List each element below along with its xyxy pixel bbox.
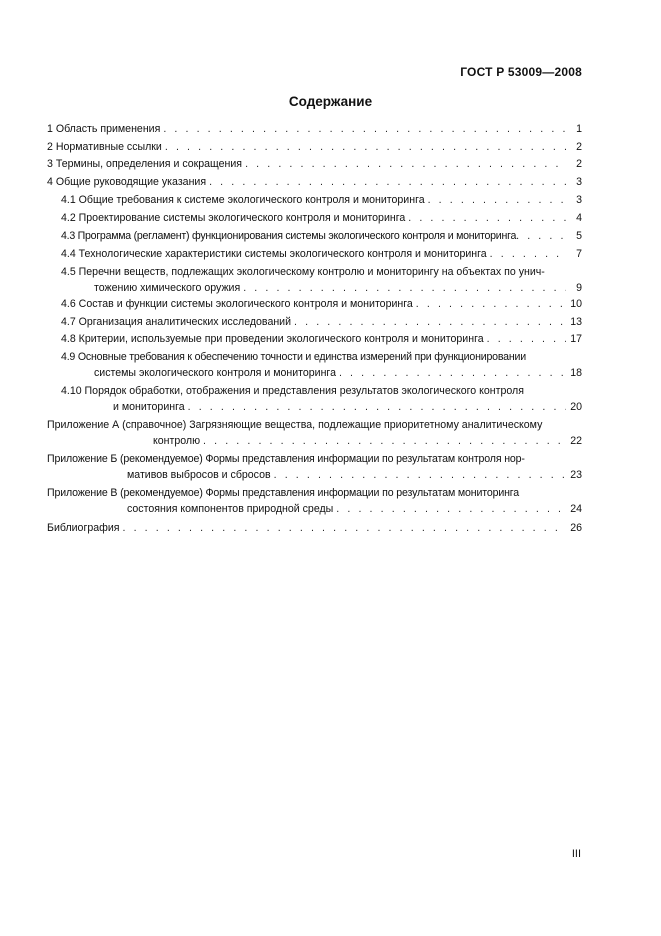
toc-entry[interactable] <box>0 520 661 536</box>
toc-entry-text: 4.3 Программа (регламент) функционирования системы экологического контроля и мониторинга <box>61 230 517 242</box>
toc-entry-line2[interactable] <box>0 501 661 517</box>
dot-leader <box>209 174 566 190</box>
toc-page-number: 10 <box>570 298 582 310</box>
toc-entry-line2[interactable] <box>0 365 661 381</box>
dot-leader <box>487 331 566 347</box>
toc-entry-text: Библиография <box>47 522 120 534</box>
toc-page-number: 3 <box>576 194 582 206</box>
toc-entry-text: 4.4 Технологические характеристики системы экологического контроля и мониторинга <box>61 248 487 260</box>
dot-leader <box>122 520 566 536</box>
toc-entry-line2[interactable] <box>0 399 661 415</box>
toc-entry-text: состояния компонентов природной среды <box>127 503 334 515</box>
dot-leader <box>336 501 566 517</box>
standard-code: ГОСТ Р 53009—2008 <box>460 65 582 79</box>
page-title: Содержание <box>288 94 373 109</box>
toc-page-number: 20 <box>570 401 582 413</box>
toc-entry-text: 1 Область применения <box>47 123 161 135</box>
dot-leader <box>274 467 566 483</box>
toc-entry[interactable] <box>0 139 661 155</box>
toc-page-number: 24 <box>570 503 582 515</box>
dot-leader <box>245 156 566 172</box>
toc-entry-text: 4.9 Основные требования к обеспечению точности и единства измерений при функционировании <box>61 351 526 363</box>
dot-leader <box>203 433 566 449</box>
toc-entry[interactable] <box>0 314 661 330</box>
toc-entry[interactable] <box>0 246 661 262</box>
dot-leader <box>294 314 566 330</box>
toc-entry-text: контролю <box>153 435 201 447</box>
toc-entry-text: тожению химического оружия <box>94 282 241 294</box>
toc-entry-text: Приложение А (справочное) Загрязняющие вещества, подлежащие приоритетному аналитическому <box>47 419 543 431</box>
toc-entry-text: 4.6 Состав и функции системы экологического контроля и мониторинга <box>61 298 413 310</box>
toc-entry-text: 4 Общие руководящие указания <box>47 176 207 188</box>
dot-leader <box>416 296 566 312</box>
toc-page-number: 22 <box>570 435 582 447</box>
toc-entry-line2[interactable] <box>0 433 661 449</box>
toc-entry-line2[interactable] <box>0 467 661 483</box>
toc-entry[interactable] <box>0 192 661 208</box>
toc-entry[interactable] <box>0 174 661 190</box>
dot-leader <box>163 121 566 137</box>
dot-leader <box>165 139 566 155</box>
toc-entry-line1[interactable] <box>0 383 661 399</box>
toc-entry-line1[interactable] <box>0 485 661 501</box>
toc-entry-text: и мониторинга <box>113 401 185 413</box>
toc-page-number: 26 <box>570 522 582 534</box>
toc-entry-line1[interactable] <box>0 349 661 365</box>
toc-entry[interactable] <box>0 228 661 244</box>
toc-page-number: 23 <box>570 469 582 481</box>
toc-entry-text: 4.2 Проектирование системы экологического контроля и мониторинга <box>61 212 406 224</box>
toc-entry-text: Приложение Б (рекомендуемое) Формы представления информации по результатам контроля нор- <box>47 453 525 465</box>
toc-entry-line1[interactable] <box>0 417 661 433</box>
toc-entry-text: 2 Нормативные ссылки <box>47 141 162 153</box>
toc-page-number: 9 <box>576 282 582 294</box>
toc-entry-line1[interactable] <box>0 264 661 280</box>
toc-entry-text: мативов выбросов и сбросов <box>127 469 271 481</box>
toc-page-number: 18 <box>570 367 582 379</box>
toc-entry-line2[interactable] <box>0 280 661 296</box>
toc-entry-text: 3 Термины, определения и сокращения <box>47 158 243 170</box>
toc-entry[interactable] <box>0 210 661 226</box>
toc-entry-text: 4.5 Перечни веществ, подлежащих экологическому контролю и мониторингу на объектах по унич- <box>61 266 545 278</box>
dot-leader <box>339 365 566 381</box>
toc-entry-text: 4.7 Организация аналитических исследований <box>61 316 292 328</box>
dot-leader <box>243 280 566 296</box>
dot-leader <box>188 399 566 415</box>
dot-leader <box>408 210 566 226</box>
toc-page-number: 3 <box>576 176 582 188</box>
dot-leader <box>516 228 567 244</box>
toc-entry-text: Приложение В (рекомендуемое) Формы представления информации по результатам мониторинга <box>47 487 520 499</box>
toc-page-number: 7 <box>576 248 582 260</box>
toc-page-number: 17 <box>570 333 582 345</box>
toc-page-number: 2 <box>576 158 582 170</box>
toc-page-number: 4 <box>576 212 582 224</box>
dot-leader <box>428 192 566 208</box>
toc-page-number: 1 <box>576 123 582 135</box>
toc-entry[interactable] <box>0 331 661 347</box>
toc-page-number: 5 <box>576 230 582 242</box>
dot-leader <box>490 246 566 262</box>
toc-entry-text: системы экологического контроля и мониторинга <box>94 367 336 379</box>
toc-page-number: 13 <box>570 316 582 328</box>
toc-entry-text: 4.10 Порядок обработки, отображения и представления результатов экологического контроля <box>61 385 524 397</box>
toc-entry-text: 4.1 Общие требования к системе экологического контроля и мониторинга <box>61 194 425 206</box>
toc-entry[interactable] <box>0 296 661 312</box>
toc-entry[interactable] <box>0 156 661 172</box>
toc-entry[interactable] <box>0 121 661 137</box>
toc-entry-text: 4.8 Критерии, используемые при проведении экологического контроля и мониторинга <box>61 333 484 345</box>
toc-page-number: 2 <box>576 141 582 153</box>
page-folio: III <box>571 848 581 860</box>
toc-entry-line1[interactable] <box>0 451 661 467</box>
